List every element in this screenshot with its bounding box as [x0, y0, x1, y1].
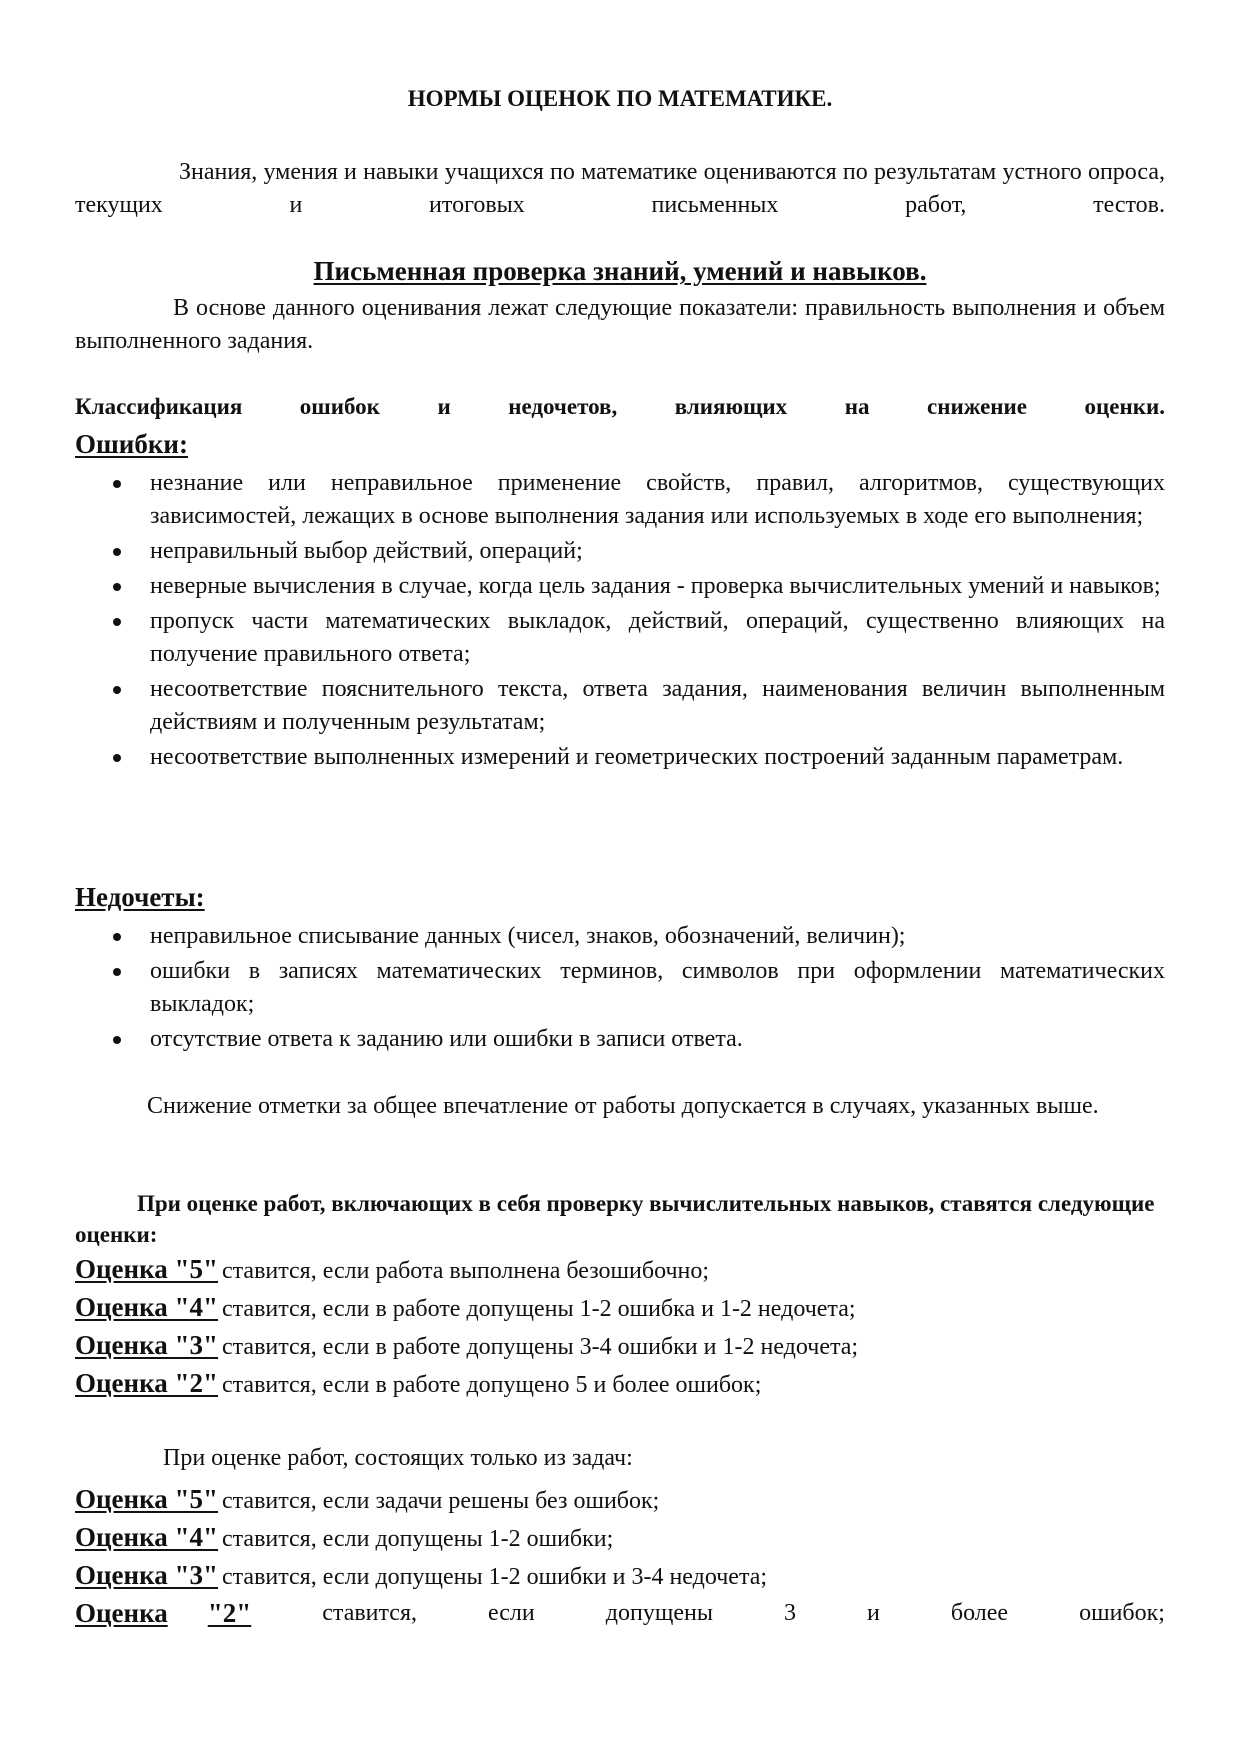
grade-word: если [488, 1600, 535, 1626]
bullet-icon [113, 968, 121, 976]
list-item [75, 1023, 1165, 1056]
intro-paragraph: Знания, умения и навыки учащихся по математике оцениваются по результатам устного опроса, текущих и итоговых письменных работ, тестов. [75, 159, 1165, 218]
list-item [75, 741, 1165, 774]
grade-label: Оценка "3" [75, 1560, 218, 1590]
grade-label-value: "2" [207, 1598, 252, 1628]
bullet-icon [113, 1036, 121, 1044]
calc-section-intro: При оценке работ, включающих в себя проверку вычислительных навыков, ставятся следующие оценки: [75, 1191, 1155, 1247]
list-item [75, 570, 1165, 603]
grade-text: ставится, если в работе допущено 5 и более ошибок; [221, 1372, 762, 1398]
bullet-icon [113, 583, 121, 591]
bullet-icon [113, 480, 121, 488]
grade-word: ошибок; [1079, 1600, 1165, 1626]
grade-label: Оценка "4" [75, 1292, 218, 1322]
grade-word: и [867, 1600, 880, 1626]
list-item-text: неправильное списывание данных (чисел, знаков, обозначений, величин); [150, 923, 906, 949]
grade-label: Оценка "4" [75, 1522, 218, 1552]
grade-label-word: Оценка [75, 1598, 168, 1628]
list-item [75, 920, 1165, 953]
grade-text: ставится, если задачи решены без ошибок; [221, 1488, 660, 1514]
errors-heading: Ошибки: [75, 429, 188, 459]
bullet-icon [113, 754, 121, 762]
page-title: НОРМЫ ОЦЕНОК ПО МАТЕМАТИКЕ. [407, 86, 833, 111]
flaws-list [75, 920, 1165, 1058]
grade-row [75, 1594, 1165, 1632]
grade-word: ставится, [322, 1600, 417, 1626]
list-item-text: несоответствие выполненных измерений и геометрических построений заданным параметрам. [150, 744, 1124, 770]
flaws-heading: Недочеты: [75, 882, 205, 912]
grade-label: Оценка "2" [75, 1368, 218, 1398]
grade-row [75, 1480, 1165, 1518]
bullet-icon [113, 548, 121, 556]
list-item [75, 673, 1165, 739]
grade-row [75, 1250, 1165, 1288]
list-item-text: ошибки в записях математических терминов, символов при оформлении математических выкладок; [150, 958, 1165, 1017]
grade-text: ставится, если допущены 1-2 ошибки и 3-4 недочета; [221, 1564, 768, 1590]
grade-word: более [950, 1600, 1009, 1626]
grade-label [75, 1594, 251, 1632]
grade-row [75, 1326, 1165, 1364]
grade-row [75, 1288, 1165, 1326]
grade-word: допущены [605, 1600, 713, 1626]
grade-text: ставится, если работа выполнена безошибочно; [221, 1258, 710, 1284]
basis-paragraph: В основе данного оценивания лежат следующие показатели: правильность выполнения и объем выполненного задания. [75, 295, 1165, 354]
grade-text: ставится, если в работе допущены 1-2 ошибка и 1-2 недочета; [221, 1296, 856, 1322]
task-section-intro: При оценке работ, состоящих только из задач: [163, 1445, 633, 1471]
list-item-text: неправильный выбор действий, операций; [150, 538, 583, 564]
written-check-heading: Письменная проверка знаний, умений и навыков. [313, 256, 927, 286]
classification-heading: Классификация ошибок и недочетов, влияющих на снижение оценки. [75, 394, 1165, 419]
errors-list [75, 467, 1165, 776]
bullet-icon [113, 933, 121, 941]
list-item-text: неверные вычисления в случае, когда цель задания - проверка вычислительных умений и навыков; [150, 573, 1161, 599]
list-item-text: отсутствие ответа к заданию или ошибки в записи ответа. [150, 1026, 743, 1052]
list-item [75, 955, 1165, 1021]
grade-word: 3 [783, 1600, 796, 1626]
bullet-icon [113, 686, 121, 694]
grade-label: Оценка "3" [75, 1330, 218, 1360]
errors-heading-text: Ошибки [75, 429, 179, 459]
calc-grades-list [75, 1250, 1165, 1402]
list-item-text: пропуск части математических выкладок, действий, операций, существенно влияющих на получение правильного ответа; [150, 608, 1165, 667]
grade-text: ставится, если в работе допущены 3-4 ошибки и 1-2 недочета; [221, 1334, 859, 1360]
task-grades-list [75, 1480, 1165, 1632]
list-item [75, 467, 1165, 533]
grade-text: ставится, если допущены 1-2 ошибки; [221, 1526, 614, 1552]
list-item-text: незнание или неправильное применение свойств, правил, алгоритмов, существующих зависимостей, лежащих в основе выполнения задания или используемых в ходе его выполнения; [150, 470, 1165, 529]
grade-label: Оценка "5" [75, 1254, 218, 1284]
grade-row [75, 1556, 1165, 1594]
reduction-paragraph: Снижение отметки за общее впечатление от работы допускается в случаях, указанных выше. [147, 1093, 1099, 1119]
bullet-icon [113, 618, 121, 626]
list-item-text: несоответствие пояснительного текста, ответа задания, наименования величин выполненным действиям и полученным результатам; [150, 676, 1165, 735]
grade-row [75, 1364, 1165, 1402]
list-item [75, 605, 1165, 671]
grade-row [75, 1518, 1165, 1556]
grade-label: Оценка "5" [75, 1484, 218, 1514]
list-item [75, 535, 1165, 568]
